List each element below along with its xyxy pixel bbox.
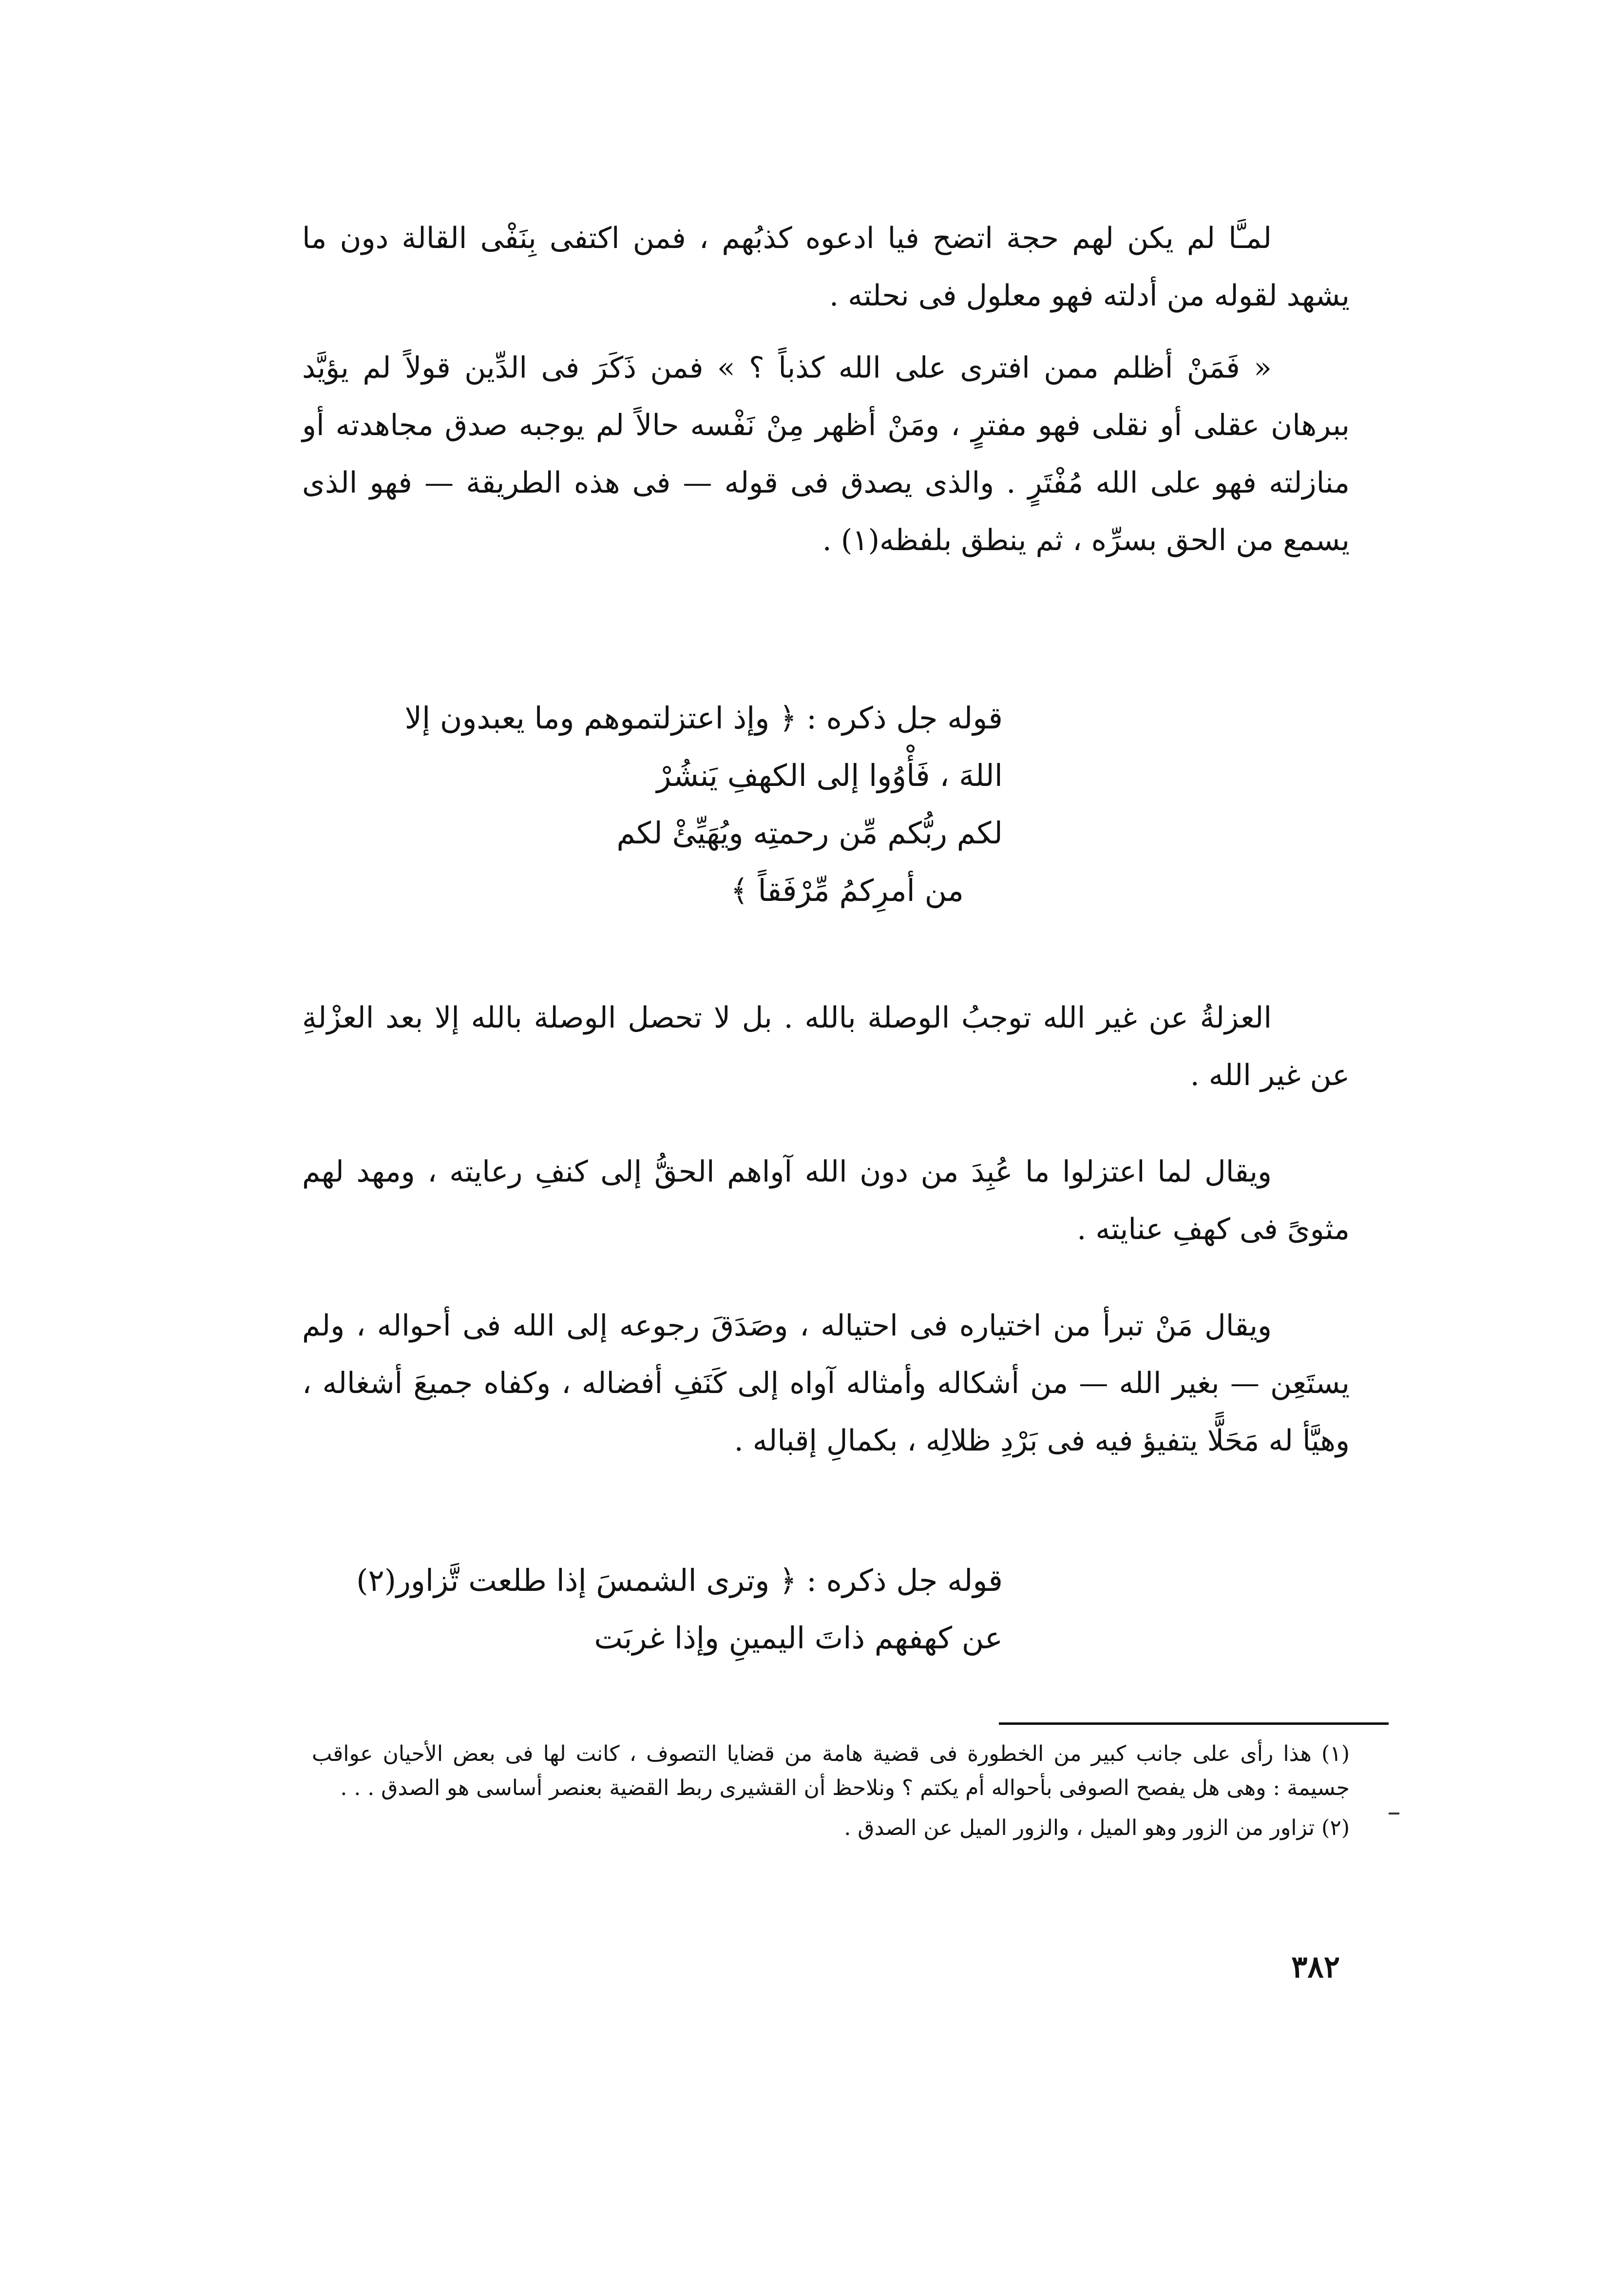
paragraph-group-2 bbox=[302, 989, 1350, 1470]
verse-line: عن كهفهم ذاتَ اليمينِ وإذا غربَت bbox=[594, 1620, 1003, 1656]
quran-verse-block bbox=[405, 689, 1003, 919]
paragraph: « فَمَنْ أظلم ممن افترى على الله كذباً ؟ » فمن ذَكَرَ فى الدِّين قولاً لم يؤيَّد ببرهان عقلى أو نقلى فهو مفترٍ ، ومَنْ أظهر مِنْ نَفْسه حالاً لم يوجبه صدق مجاهدته أو منازلته فهو على الله مُفْتَرٍ . والذى يصدق فى قوله — فى هذه الطريقة — فهو الذى يسمع من الحق بسرِّه ، ثم ينطق بلفظه(١) . bbox=[302, 351, 1350, 557]
paragraph: العزلةُ عن غير الله توجبُ الوصلة بالله . بل لا تحصل الوصلة بالله إلا بعد العزْلةِ عن غير الله . bbox=[302, 1001, 1350, 1092]
verse-line: لكم ربُّكم مِّن رحمتِه ويُهَيِّئْ لكم bbox=[616, 815, 1003, 851]
footnote: (٢) تزاور من الزور وهو الميل ، والزور الميل عن الصدق . bbox=[844, 1815, 1350, 1840]
quran-verse-block bbox=[356, 1552, 1003, 1667]
footnotes bbox=[312, 1737, 1350, 1851]
margin-mark bbox=[1389, 1813, 1399, 1814]
page-number: ٣٨٢ bbox=[1291, 1949, 1340, 1985]
paragraph: ويقال مَنْ تبرأ من اختياره فى احتياله ، وصَدَقَ رجوعه إلى الله فى أحواله ، ولم يستَعِن — بغير الله — من أشكاله وأمثاله آواه إلى كَنَفِ أفضاله ، وكفاه جميعَ أشغاله ، وهيَّأ له مَحَلًّا يتفيؤ فيه فى بَرْدِ ظلالِه ، بكمالِ إقباله . bbox=[302, 1309, 1350, 1458]
paragraph: لمـَّا لم يكن لهم حجة اتضح فيا ادعوه كذبُهم ، فمن اكتفى بِنَفْى القالة دون ما يشهد لقوله من أدلته فهو معلول فى نحلته . bbox=[302, 221, 1350, 313]
footnote: (١) هذا رأى على جانب كبير من الخطورة فى قضية هامة من قضايا التصوف ، كانت لها فى بعض الأحيان عواقب جسيمة : وهى هل يفصح الصوفى بأحواله أم يكتم ؟ ونلاحظ أن القشيرى ربط القضية بعنصر أساسى هو الصدق . . . bbox=[312, 1741, 1350, 1800]
paragraph-group-1 bbox=[302, 210, 1350, 569]
paragraph: ويقال لما اعتزلوا ما عُبِدَ من دون الله آواهم الحقُّ إلى كنفِ رعايته ، ومهد لهم مثوىً فى كهفِ عنايته . bbox=[302, 1155, 1350, 1246]
verse-line: من أمرِكمُ مِّرْفَقاً ﴾ bbox=[730, 873, 964, 908]
footnote-separator bbox=[999, 1722, 1389, 1725]
verse-line: قوله جل ذكره : ﴿ وإذ اعتزلتموهم وما يعبدون إلا bbox=[404, 700, 1003, 736]
verse-line: اللهَ ، فَأْوُوا إلى الكهفِ يَنشُرْ bbox=[656, 758, 1003, 793]
verse-line: قوله جل ذكره : ﴿ وترى الشمسَ إذا طلعت تَّزاور(٢) bbox=[356, 1563, 1003, 1598]
